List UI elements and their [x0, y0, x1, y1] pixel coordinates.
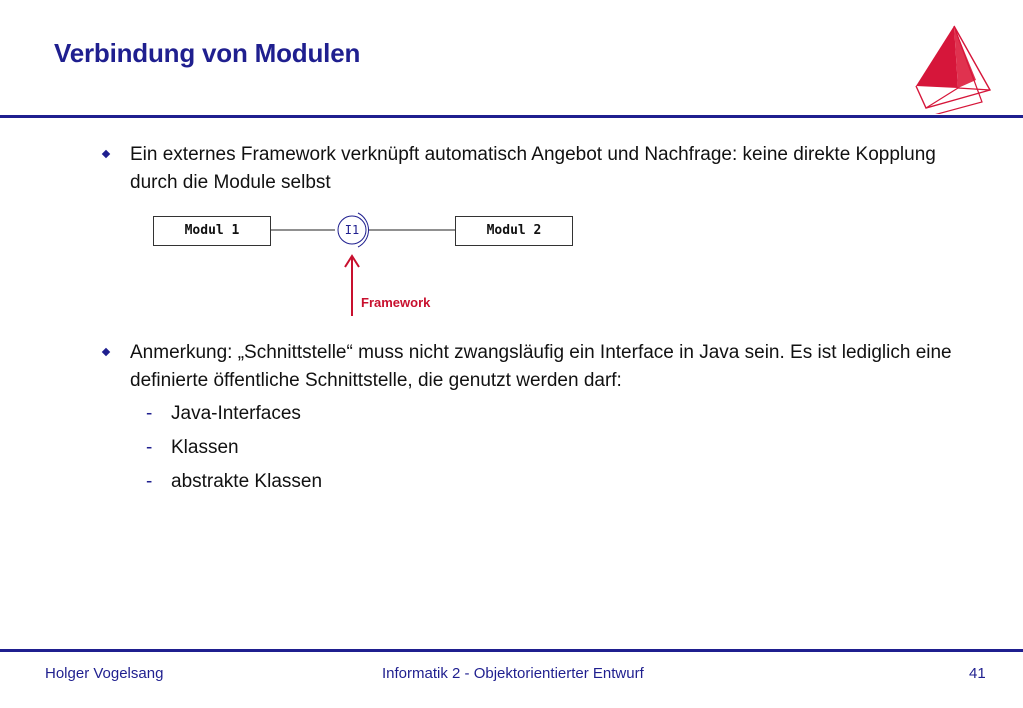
- footer-divider: [0, 649, 1023, 652]
- bullet-text: Anmerkung: „Schnittstelle“ muss nicht zwangsläufig ein Interface in Java sein. Es ist lediglich eine definierte öffentliche Schnittstelle, die genutzt werden darf:: [130, 342, 952, 391]
- sub-item-text: abstrakte Klassen: [171, 471, 323, 492]
- footer-author: Holger Vogelsang: [45, 665, 164, 682]
- module-2-box: Modul 2: [455, 216, 573, 246]
- footer-course: Informatik 2 - Objektorientierter Entwurf: [382, 665, 644, 682]
- module-1-box: Modul 1: [153, 216, 271, 246]
- sub-item-text: Klassen: [171, 437, 239, 458]
- dash-marker: -: [146, 437, 153, 458]
- bullet-text: Ein externes Framework verknüpft automatisch Angebot und Nachfrage: keine direkte Kopplung durch die Module selbst: [130, 144, 936, 193]
- framework-label: Framework: [361, 295, 431, 310]
- university-logo-icon: [912, 24, 992, 114]
- interface-label: I1: [344, 223, 360, 237]
- dash-marker: -: [146, 403, 153, 424]
- dash-marker: -: [146, 471, 153, 492]
- diamond-bullet-icon: [102, 348, 110, 356]
- sub-item-text: Java-Interfaces: [171, 403, 301, 424]
- slide-title: Verbindung von Modulen: [54, 38, 361, 68]
- footer-page-number: 41: [969, 665, 986, 682]
- diamond-bullet-icon: [102, 150, 110, 158]
- header-divider: [0, 115, 1023, 118]
- module-diagram: [150, 205, 590, 325]
